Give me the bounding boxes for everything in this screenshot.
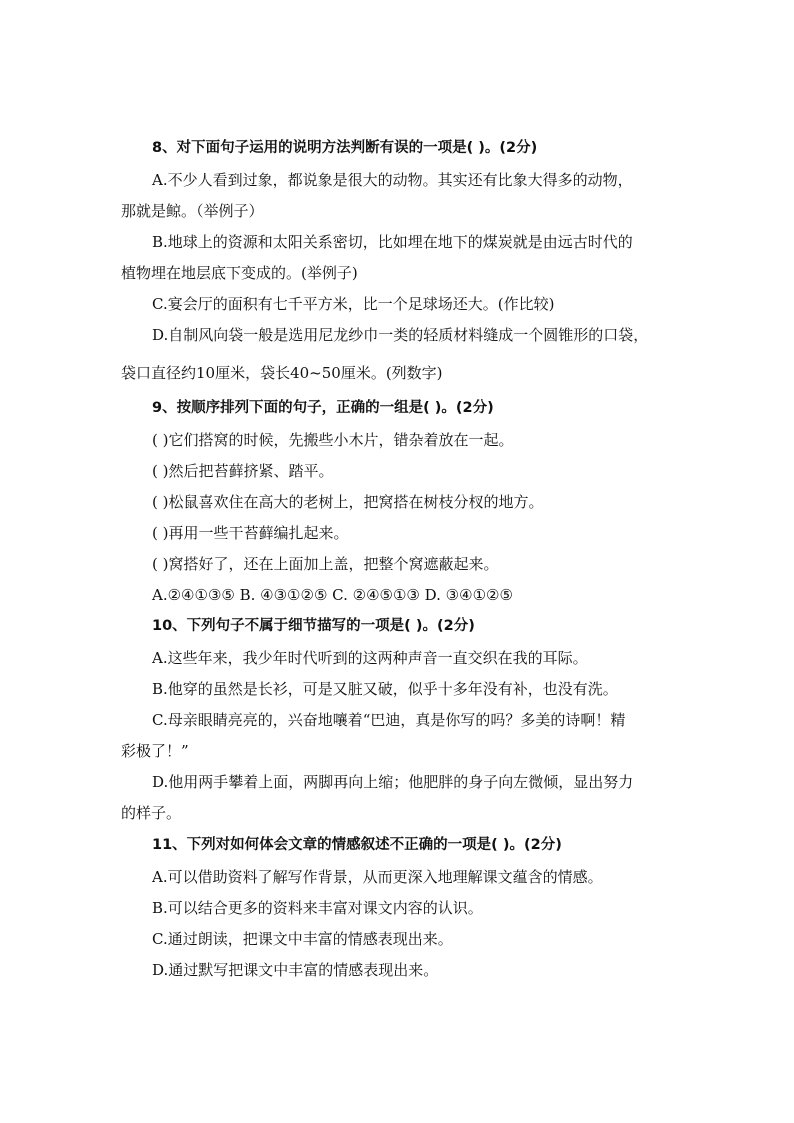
question-10-option-d-cont: 的样子。 bbox=[121, 804, 182, 822]
question-8-option-c: C.宴会厅的面积有七千平方米，比一个足球场还大。(作比较) bbox=[152, 295, 555, 313]
question-8-option-a-cont: 那就是鲸。（举例子） bbox=[121, 202, 264, 220]
question-9-sentence-4: ( )再用一些干苔藓编扎起来。 bbox=[152, 524, 349, 542]
question-11-option-c: C.通过朗读，把课文中丰富的情感表现出来。 bbox=[152, 930, 453, 948]
question-8-option-d-cont: 袋口直径约10厘米，袋长40~50厘米。(列数字) bbox=[121, 364, 443, 382]
question-8-option-b-cont: 植物埋在地层底下变成的。(举例子) bbox=[121, 264, 358, 282]
question-10-option-d: D.他用两手攀着上面，两脚再向上缩；他肥胖的身子向左微倾，显出努力 bbox=[152, 773, 634, 791]
question-9-sentence-1: ( )它们搭窝的时候，先搬些小木片，错杂着放在一起。 bbox=[152, 431, 514, 449]
question-10-option-b: B.他穿的虽然是长衫，可是又脏又破，似乎十多年没有补，也没有洗。 bbox=[152, 680, 618, 698]
question-9-sentence-2: ( )然后把苔藓挤紧、踏平。 bbox=[152, 462, 334, 480]
question-8-option-d: D.自制风向袋一般是选用尼龙纱巾一类的轻质材料缝成一个圆锥形的口袋， bbox=[152, 326, 649, 344]
question-9-choices: A.②④①③⑤ B. ④③①②⑤ C. ②④⑤①③ D. ③④①②⑤ bbox=[152, 586, 513, 604]
question-8-option-b: B.地球上的资源和太阳关系密切，比如埋在地下的煤炭就是由远古时代的 bbox=[152, 233, 633, 251]
question-10-option-c: C.母亲眼睛亮亮的，兴奋地嚷着“巴迪，真是你写的吗？多美的诗啊！精 bbox=[152, 711, 626, 729]
question-9-sentence-5: ( )窝搭好了，还在上面加上盖，把整个窝遮蔽起来。 bbox=[152, 555, 499, 573]
question-10-option-c-cont: 彩极了！” bbox=[121, 742, 189, 760]
question-8-option-a: A.不少人看到过象，都说象是很大的动物。其实还有比象大得多的动物， bbox=[152, 171, 633, 189]
question-11-option-d: D.通过默写把课文中丰富的情感表现出来。 bbox=[152, 961, 439, 979]
question-9-stem: 9、按顺序排列下面的句子，正确的一组是( )。(2分) bbox=[152, 400, 494, 416]
question-9-sentence-3: ( )松鼠喜欢住在高大的老树上，把窝搭在树枝分杈的地方。 bbox=[152, 493, 544, 511]
question-10-option-a: A.这些年来，我少年时代听到的这两种声音一直交织在我的耳际。 bbox=[152, 649, 588, 667]
question-11-stem: 11、下列对如何体会文章的情感叙述不正确的一项是( )。(2分) bbox=[152, 837, 562, 853]
question-8-stem: 8、对下面句子运用的说明方法判断有误的一项是( )。(2分) bbox=[152, 140, 538, 156]
question-11-option-b: B.可以结合更多的资料来丰富对课文内容的认识。 bbox=[152, 899, 483, 917]
question-11-option-a: A.可以借助资料了解写作背景，从而更深入地理解课文蕴含的情感。 bbox=[152, 868, 603, 886]
question-10-stem: 10、下列句子不属于细节描写的一项是( )。(2分) bbox=[152, 618, 475, 634]
